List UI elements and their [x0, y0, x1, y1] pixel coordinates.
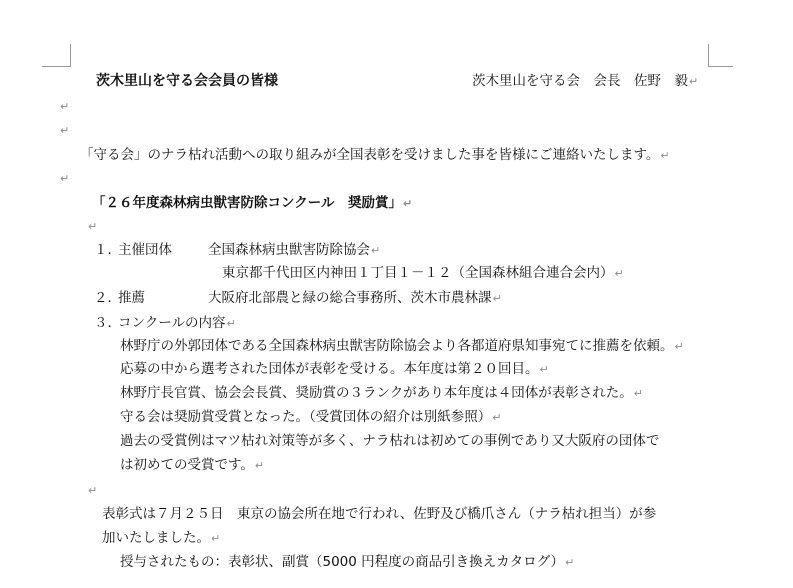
ceremony-line: 授与されたもの：表彰状、副賞（5000 円程度の商品引き換えカタログ）↵	[120, 554, 575, 570]
contest-line: は初めての受賞です。↵	[120, 457, 265, 473]
paragraph-mark-icon: ↵	[226, 317, 236, 330]
list-item: １．主催団体 全国森林病虫獣害防除協会↵	[94, 242, 381, 258]
paragraph-mark-icon: ↵	[254, 459, 265, 472]
paragraph-mark-icon: ↵	[211, 532, 221, 545]
intro-paragraph: 「守る会」のナラ枯れ活動への取り組みが全国表彰を受けました事を皆様にご連絡いたします。↵	[80, 147, 670, 163]
crop-mark-top-right	[708, 44, 733, 67]
paragraph-mark-icon: ↵	[402, 197, 413, 210]
paragraph-mark-icon: ↵	[633, 387, 643, 400]
paragraph-mark-icon: ↵	[371, 244, 381, 257]
crop-mark-top-left	[42, 44, 71, 67]
paragraph-mark-icon: ↵	[614, 267, 624, 280]
paragraph-mark-icon: ↵	[88, 484, 98, 497]
list-item: ２．推薦 大阪府北部農と緑の総合事務所、茨木市農林課↵	[94, 290, 502, 306]
ceremony-line: 加いたしました。↵	[102, 530, 221, 546]
paragraph-mark-icon: ↵	[492, 292, 502, 305]
paragraph-mark-icon: ↵	[60, 172, 70, 185]
paragraph-mark-icon: ↵	[689, 75, 699, 88]
paragraph-mark-icon: ↵	[492, 411, 502, 424]
ceremony-line: 表彰式は７月２５日 東京の協会所在地で行われ、佐野及び橋爪さん（ナラ枯れ担当）が参	[102, 506, 657, 522]
paragraph-mark-icon: ↵	[88, 220, 98, 233]
paragraph-mark-icon: ↵	[565, 556, 575, 569]
contest-line: 林野庁の外郭団体である全国森林病虫獣害防除協会より各都道府県知事宛てに推薦を依頼。↵	[120, 338, 684, 354]
paragraph-mark-icon: ↵	[674, 340, 684, 353]
contest-line: 林野庁長官賞、協会会長賞、奨励賞の３ランクがあり本年度は４団体が表彰された。↵	[120, 385, 643, 401]
list-item: 東京都千代田区内神田１丁目１－１２（全国森林組合連合会内）↵	[222, 265, 624, 281]
paragraph-mark-icon: ↵	[539, 363, 549, 376]
contest-line: 過去の受賞例はマツ枯れ対策等が多く、ナラ枯れは初めての事例であり又大阪府の団体で	[120, 433, 660, 449]
paragraph-mark-icon: ↵	[660, 149, 670, 162]
contest-line: 守る会は奨励賞受賞となった。（受賞団体の紹介は別紙参照）↵	[120, 409, 502, 425]
paragraph-mark-icon: ↵	[60, 100, 70, 113]
header-author: 茨木里山を守る会 会長 佐野 毅↵	[472, 73, 699, 89]
list-item: ３．コンクールの内容↵	[94, 315, 236, 331]
paragraph-mark-icon: ↵	[60, 124, 70, 137]
award-title: 「２６年度森林病虫獣害防除コンクール 奨励賞」↵	[92, 195, 413, 211]
contest-line: 応募の中から選考された団体が表彰を受ける。本年度は第２０回目。↵	[120, 361, 549, 377]
header-salutation: 茨木里山を守る会会員の皆様	[96, 73, 278, 89]
